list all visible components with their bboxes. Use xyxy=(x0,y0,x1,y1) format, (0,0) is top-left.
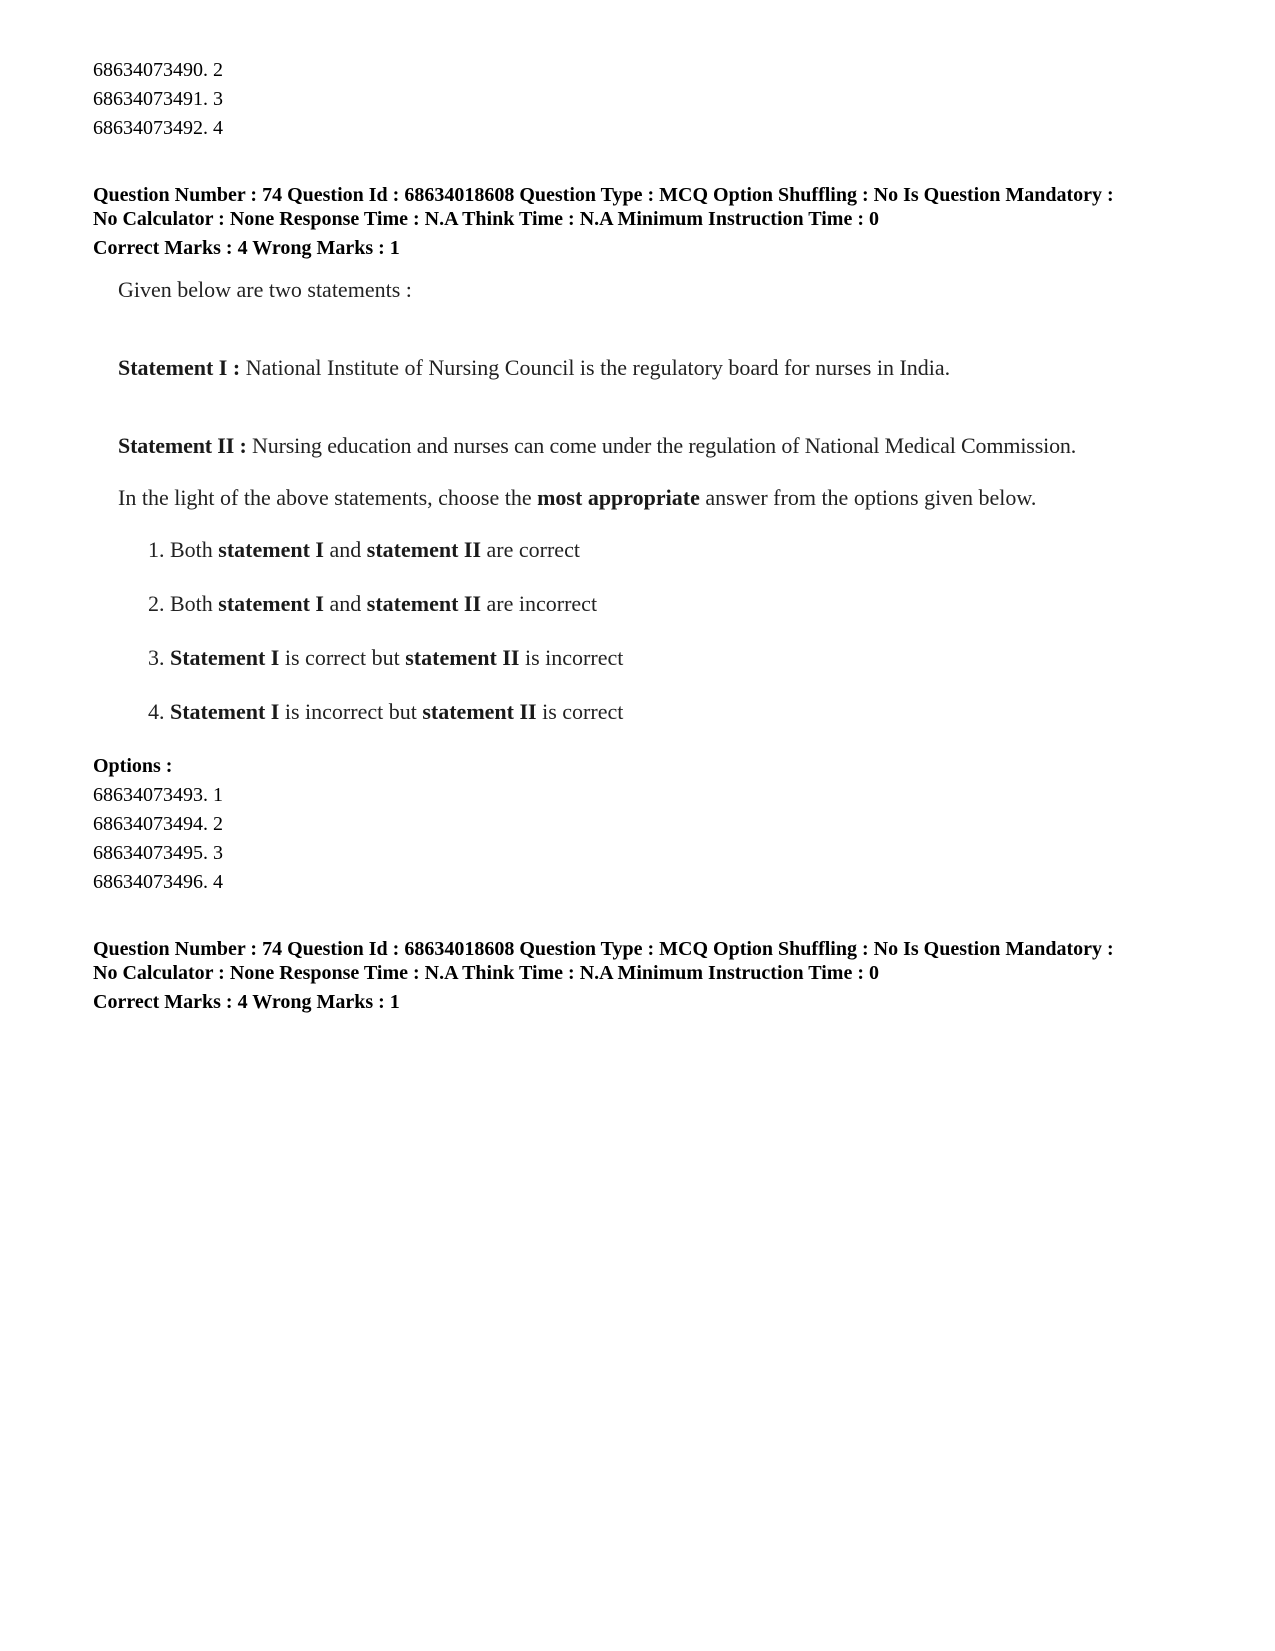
options-list xyxy=(93,781,1213,897)
choice-bold: statement I xyxy=(218,537,324,562)
question-meta-line-2: No Calculator : None Response Time : N.A Think Time : N.A Minimum Instruction Time : 0 xyxy=(93,962,879,984)
choice-bold: statement II xyxy=(366,537,482,562)
choice-item xyxy=(148,698,1213,726)
question-meta-line-1: Question Number : 74 Question Id : 68634018608 Question Type : MCQ Option Shuffling : No Is Question Mandatory : xyxy=(93,184,1114,206)
option-line: 68634073496. 4 xyxy=(93,871,223,893)
choice-text: is correct xyxy=(536,699,624,724)
choice-text: are correct xyxy=(481,537,580,562)
document-page xyxy=(93,56,1213,1014)
choice-number: 1. xyxy=(148,537,170,562)
statement-2 xyxy=(118,432,1213,460)
question-meta-line-2: No Calculator : None Response Time : N.A Think Time : N.A Minimum Instruction Time : 0 xyxy=(93,208,879,230)
choice-text: Both xyxy=(170,537,219,562)
choice-bold: statement II xyxy=(366,591,482,616)
choice-item xyxy=(148,590,1213,618)
option-line: 68634073495. 3 xyxy=(93,842,223,864)
statement-1-label: Statement I : xyxy=(118,355,241,380)
next-question-header xyxy=(93,937,1213,1014)
choice-text: Both xyxy=(170,591,219,616)
options-label: Options : xyxy=(93,755,173,777)
choice-bold: statement I xyxy=(218,591,324,616)
choice-number: 2. xyxy=(148,591,170,616)
question-intro: Given below are two statements : xyxy=(118,277,412,302)
choice-item xyxy=(148,644,1213,672)
choice-text: and xyxy=(324,537,367,562)
choice-number: 3. xyxy=(148,645,170,670)
choice-text: is incorrect but xyxy=(279,699,423,724)
choice-text: and xyxy=(324,591,367,616)
question-header xyxy=(93,183,1213,260)
choice-text: is incorrect xyxy=(519,645,624,670)
choice-bold: Statement I xyxy=(170,699,280,724)
answer-choices xyxy=(148,536,1213,726)
statement-2-text: Nursing education and nurses can come under the regulation of National Medical Commission. xyxy=(246,433,1077,458)
choice-text: is correct but xyxy=(279,645,406,670)
option-line: 68634073491. 3 xyxy=(93,88,223,110)
question-body xyxy=(118,276,1213,726)
question-meta-line-1: Question Number : 74 Question Id : 68634018608 Question Type : MCQ Option Shuffling : No Is Question Mandatory : xyxy=(93,938,1114,960)
choice-bold: Statement I xyxy=(170,645,280,670)
statement-2-label: Statement II : xyxy=(118,433,247,458)
statement-1-text: National Institute of Nursing Council is the regulatory board for nurses in India. xyxy=(240,355,951,380)
instruction-text: In the light of the above statements, choose the xyxy=(118,485,538,510)
option-line: 68634073493. 1 xyxy=(93,784,223,806)
question-marks: Correct Marks : 4 Wrong Marks : 1 xyxy=(93,991,400,1013)
option-line: 68634073492. 4 xyxy=(93,117,223,139)
choice-text: are incorrect xyxy=(481,591,598,616)
choice-bold: statement II xyxy=(422,699,537,724)
question-instruction xyxy=(118,484,1213,512)
statement-1 xyxy=(118,354,1213,382)
question-marks: Correct Marks : 4 Wrong Marks : 1 xyxy=(93,237,400,259)
choice-number: 4. xyxy=(148,699,170,724)
instruction-text-end: answer from the options given below. xyxy=(699,485,1037,510)
option-line: 68634073490. 2 xyxy=(93,59,223,81)
option-line: 68634073494. 2 xyxy=(93,813,223,835)
choice-bold: statement II xyxy=(405,645,520,670)
choice-item xyxy=(148,536,1213,564)
instruction-emphasis: most appropriate xyxy=(537,485,700,510)
previous-options-list xyxy=(93,56,1213,143)
